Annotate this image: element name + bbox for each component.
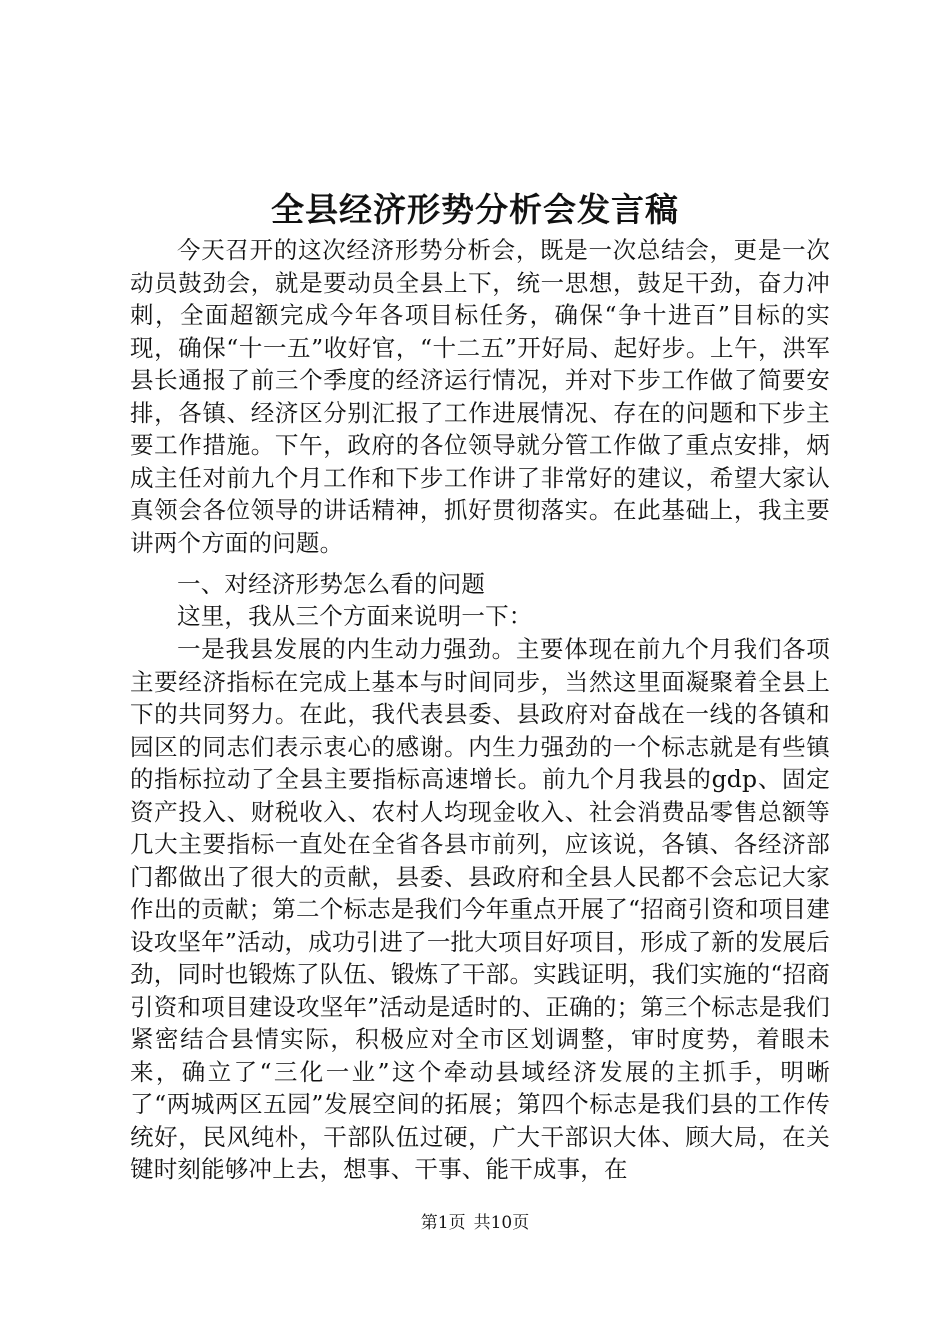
- page-total: 共10页: [473, 1213, 530, 1233]
- document-title: 全县经济形势分析会发言稿: [271, 190, 679, 229]
- page-number: 第1页: [420, 1213, 466, 1233]
- section-heading: 一、对经济形势怎么看的问题: [177, 570, 486, 598]
- page-footer: [0, 1212, 950, 1234]
- paragraph-lead: 这里，我从三个方面来说明一下：: [177, 602, 533, 630]
- paragraph-intro: 今天召开的这次经济形势分析会，既是一次总结会，更是一次动员鼓劲会，就是要动员全县上下，统一思想，鼓足干劲，奋力冲刺，全面超额完成今年各项目标任务，确保“争十进百”目标的实现，确保“十一五”收好官，“十二五”开好局、起好步。上午，洪军县长通报了前三个季度的经济运行情况，并对下步工作做了简要安排，各镇、经济区分别汇报了工作进展情况、存在的问题和下步主要工作措施。下午，政府的各位领导就分管工作做了重点安排，炳成主任对前九个月工作和下步工作讲了非常好的建议，希望大家认真领会各位领导的讲话精神，抓好贯彻落实。在此基础上，我主要讲两个方面的问题。: [130, 236, 830, 557]
- paragraph-point-one: 一是我县发展的内生动力强劲。主要体现在前九个月我们各项主要经济指标在完成上基本与时间同步，当然这里面凝聚着全县上下的共同努力。在此，我代表县委、县政府对奋战在一线的各镇和园区的同志们表示衷心的感谢。内生力强劲的一个标志就是有些镇的指标拉动了全县主要指标高速增长。前九个月我县的gdp、固定资产投入、财税收入、农村人均现金收入、社会消费品零售总额等几大主要指标一直处在全省各县市前列，应该说，各镇、各经济部门都做出了很大的贡献，县委、县政府和全县人民都不会忘记大家作出的贡献；第二个标志是我们今年重点开展了“招商引资和项目建设攻坚年”活动，成功引进了一批大项目好项目，形成了新的发展后劲，同时也锻炼了队伍、锻炼了干部。实践证明，我们实施的“招商引资和项目建设攻坚年”活动是适时的、正确的；第三个标志是我们紧密结合县情实际，积极应对全市区划调整，审时度势，着眼未来，确立了“三化一业”这个牵动县域经济发展的主抓手，明晰了“两城两区五园”发展空间的拓展；第四个标志是我们县的工作传统好，民风纯朴，干部队伍过硬，广大干部识大体、顾大局，在关键时刻能够冲上去，想事、干事、能干成事，在: [130, 635, 830, 1183]
